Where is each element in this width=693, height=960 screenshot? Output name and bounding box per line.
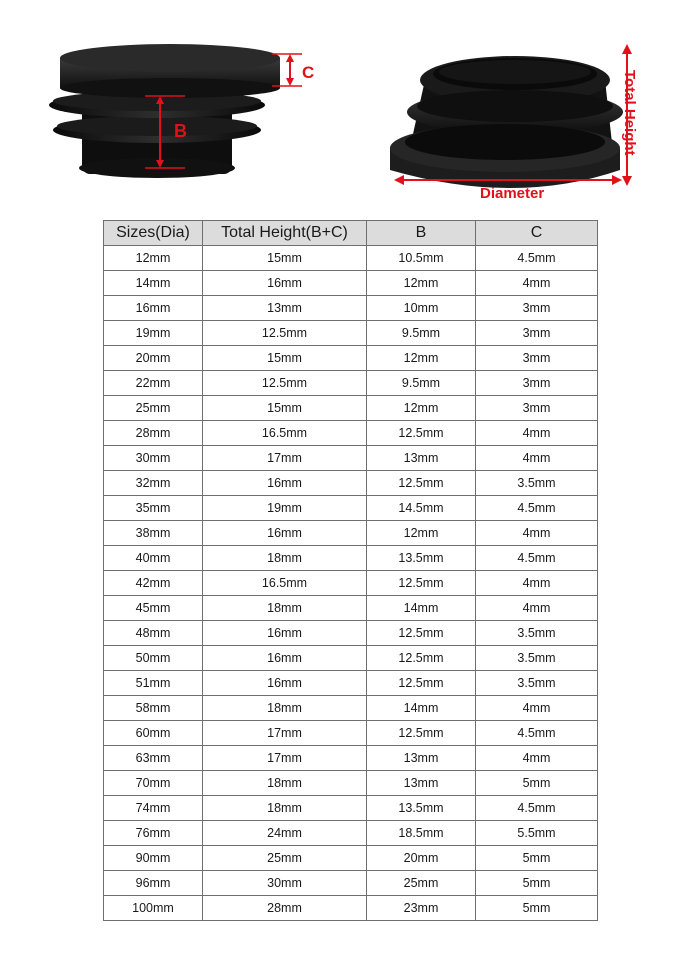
table-row: [104, 321, 598, 346]
cell-total-height: 18mm: [203, 596, 367, 621]
table-row: [104, 396, 598, 421]
cell-size: 50mm: [104, 646, 203, 671]
cell-b: 9.5mm: [367, 371, 476, 396]
cell-c: 4mm: [476, 446, 598, 471]
table-row: [104, 446, 598, 471]
table-row: [104, 821, 598, 846]
cell-total-height: 17mm: [203, 721, 367, 746]
header-b: B: [367, 221, 476, 246]
cell-size: 16mm: [104, 296, 203, 321]
cell-b: 10.5mm: [367, 246, 476, 271]
cell-b: 13mm: [367, 746, 476, 771]
cell-b: 13mm: [367, 771, 476, 796]
cell-c: 4.5mm: [476, 796, 598, 821]
table-row: [104, 896, 598, 921]
cell-size: 45mm: [104, 596, 203, 621]
cell-c: 3mm: [476, 321, 598, 346]
cell-b: 13.5mm: [367, 796, 476, 821]
table-row: [104, 871, 598, 896]
cell-total-height: 19mm: [203, 496, 367, 521]
cell-c: 4mm: [476, 746, 598, 771]
table-row: [104, 696, 598, 721]
cell-total-height: 12.5mm: [203, 321, 367, 346]
cap-side-illustration: [40, 30, 340, 190]
cell-c: 3.5mm: [476, 471, 598, 496]
cell-size: 25mm: [104, 396, 203, 421]
cell-total-height: 15mm: [203, 396, 367, 421]
table-row: [104, 346, 598, 371]
table-row: [104, 296, 598, 321]
cell-size: 38mm: [104, 521, 203, 546]
cell-b: 12.5mm: [367, 471, 476, 496]
cell-size: 60mm: [104, 721, 203, 746]
cell-c: 3mm: [476, 371, 598, 396]
cell-total-height: 16.5mm: [203, 571, 367, 596]
table-row: [104, 521, 598, 546]
dimension-label-b: B: [174, 121, 187, 141]
cell-c: 3mm: [476, 296, 598, 321]
cell-total-height: 15mm: [203, 346, 367, 371]
cell-total-height: 28mm: [203, 896, 367, 921]
table-row: [104, 721, 598, 746]
cell-total-height: 30mm: [203, 871, 367, 896]
dimension-label-c: C: [302, 63, 315, 82]
table-row: [104, 671, 598, 696]
cell-size: 12mm: [104, 246, 203, 271]
cell-c: 5mm: [476, 871, 598, 896]
cell-total-height: 16mm: [203, 621, 367, 646]
cell-total-height: 18mm: [203, 771, 367, 796]
cell-size: 63mm: [104, 746, 203, 771]
cell-b: 14mm: [367, 596, 476, 621]
cell-c: 4mm: [476, 271, 598, 296]
cell-b: 23mm: [367, 896, 476, 921]
cell-total-height: 13mm: [203, 296, 367, 321]
product-perspective-view: [380, 30, 680, 215]
cell-c: 4mm: [476, 421, 598, 446]
cell-size: 90mm: [104, 846, 203, 871]
header-total-height: Total Height(B+C): [203, 221, 367, 246]
table-row: [104, 596, 598, 621]
table-row: [104, 796, 598, 821]
table-row: [104, 471, 598, 496]
cell-c: 3mm: [476, 346, 598, 371]
cell-b: 20mm: [367, 846, 476, 871]
cell-c: 5.5mm: [476, 821, 598, 846]
size-table: [103, 220, 598, 921]
cell-total-height: 16mm: [203, 646, 367, 671]
cell-total-height: 16.5mm: [203, 421, 367, 446]
table-row: [104, 246, 598, 271]
table-row: [104, 571, 598, 596]
cell-c: 3.5mm: [476, 646, 598, 671]
cell-b: 10mm: [367, 296, 476, 321]
cell-size: 100mm: [104, 896, 203, 921]
cell-size: 19mm: [104, 321, 203, 346]
cell-size: 42mm: [104, 571, 203, 596]
cell-size: 30mm: [104, 446, 203, 471]
table-row: [104, 646, 598, 671]
cell-b: 12.5mm: [367, 671, 476, 696]
cell-total-height: 16mm: [203, 521, 367, 546]
cell-size: 20mm: [104, 346, 203, 371]
table-row: [104, 621, 598, 646]
table-header-row: [104, 221, 598, 246]
cell-c: 4mm: [476, 596, 598, 621]
cell-total-height: 17mm: [203, 746, 367, 771]
cell-b: 12mm: [367, 521, 476, 546]
table-row: [104, 496, 598, 521]
cell-size: 51mm: [104, 671, 203, 696]
cell-size: 96mm: [104, 871, 203, 896]
table-body: [104, 246, 598, 921]
cell-b: 18.5mm: [367, 821, 476, 846]
cell-size: 40mm: [104, 546, 203, 571]
cell-total-height: 25mm: [203, 846, 367, 871]
cell-c: 4mm: [476, 571, 598, 596]
cell-c: 4.5mm: [476, 546, 598, 571]
cell-total-height: 16mm: [203, 471, 367, 496]
cell-size: 48mm: [104, 621, 203, 646]
cell-size: 32mm: [104, 471, 203, 496]
cell-b: 12.5mm: [367, 621, 476, 646]
cell-c: 3mm: [476, 396, 598, 421]
cell-total-height: 16mm: [203, 671, 367, 696]
cell-total-height: 17mm: [203, 446, 367, 471]
table-row: [104, 421, 598, 446]
cell-b: 12mm: [367, 396, 476, 421]
cell-total-height: 16mm: [203, 271, 367, 296]
cell-size: 74mm: [104, 796, 203, 821]
cell-total-height: 12.5mm: [203, 371, 367, 396]
cell-size: 22mm: [104, 371, 203, 396]
cell-c: 4mm: [476, 521, 598, 546]
cell-c: 3.5mm: [476, 621, 598, 646]
dimension-label-total-height: Total Height: [621, 70, 638, 156]
cell-size: 28mm: [104, 421, 203, 446]
cell-size: 70mm: [104, 771, 203, 796]
header-sizes: Sizes(Dia): [104, 221, 203, 246]
cell-size: 58mm: [104, 696, 203, 721]
table-row: [104, 771, 598, 796]
cell-c: 5mm: [476, 896, 598, 921]
cell-b: 12.5mm: [367, 571, 476, 596]
cell-c: 4.5mm: [476, 721, 598, 746]
cell-b: 9.5mm: [367, 321, 476, 346]
product-side-view: [40, 30, 340, 190]
cell-c: 4mm: [476, 696, 598, 721]
cell-b: 12.5mm: [367, 721, 476, 746]
cell-total-height: 18mm: [203, 796, 367, 821]
cell-b: 12.5mm: [367, 646, 476, 671]
cell-b: 14mm: [367, 696, 476, 721]
cell-c: 3.5mm: [476, 671, 598, 696]
cell-total-height: 24mm: [203, 821, 367, 846]
cell-b: 25mm: [367, 871, 476, 896]
cell-c: 5mm: [476, 846, 598, 871]
table-row: [104, 746, 598, 771]
cell-size: 14mm: [104, 271, 203, 296]
cell-c: 5mm: [476, 771, 598, 796]
cell-c: 4.5mm: [476, 246, 598, 271]
cell-total-height: 18mm: [203, 696, 367, 721]
cell-b: 13.5mm: [367, 546, 476, 571]
cell-b: 14.5mm: [367, 496, 476, 521]
dimension-label-diameter: Diameter: [480, 185, 545, 202]
cell-total-height: 18mm: [203, 546, 367, 571]
cell-b: 12mm: [367, 271, 476, 296]
cell-size: 76mm: [104, 821, 203, 846]
cell-b: 13mm: [367, 446, 476, 471]
header-c: C: [476, 221, 598, 246]
cell-b: 12mm: [367, 346, 476, 371]
cell-b: 12.5mm: [367, 421, 476, 446]
cell-c: 4.5mm: [476, 496, 598, 521]
table-row: [104, 546, 598, 571]
table-row: [104, 271, 598, 296]
cell-total-height: 15mm: [203, 246, 367, 271]
table-row: [104, 371, 598, 396]
table-row: [104, 846, 598, 871]
cell-size: 35mm: [104, 496, 203, 521]
